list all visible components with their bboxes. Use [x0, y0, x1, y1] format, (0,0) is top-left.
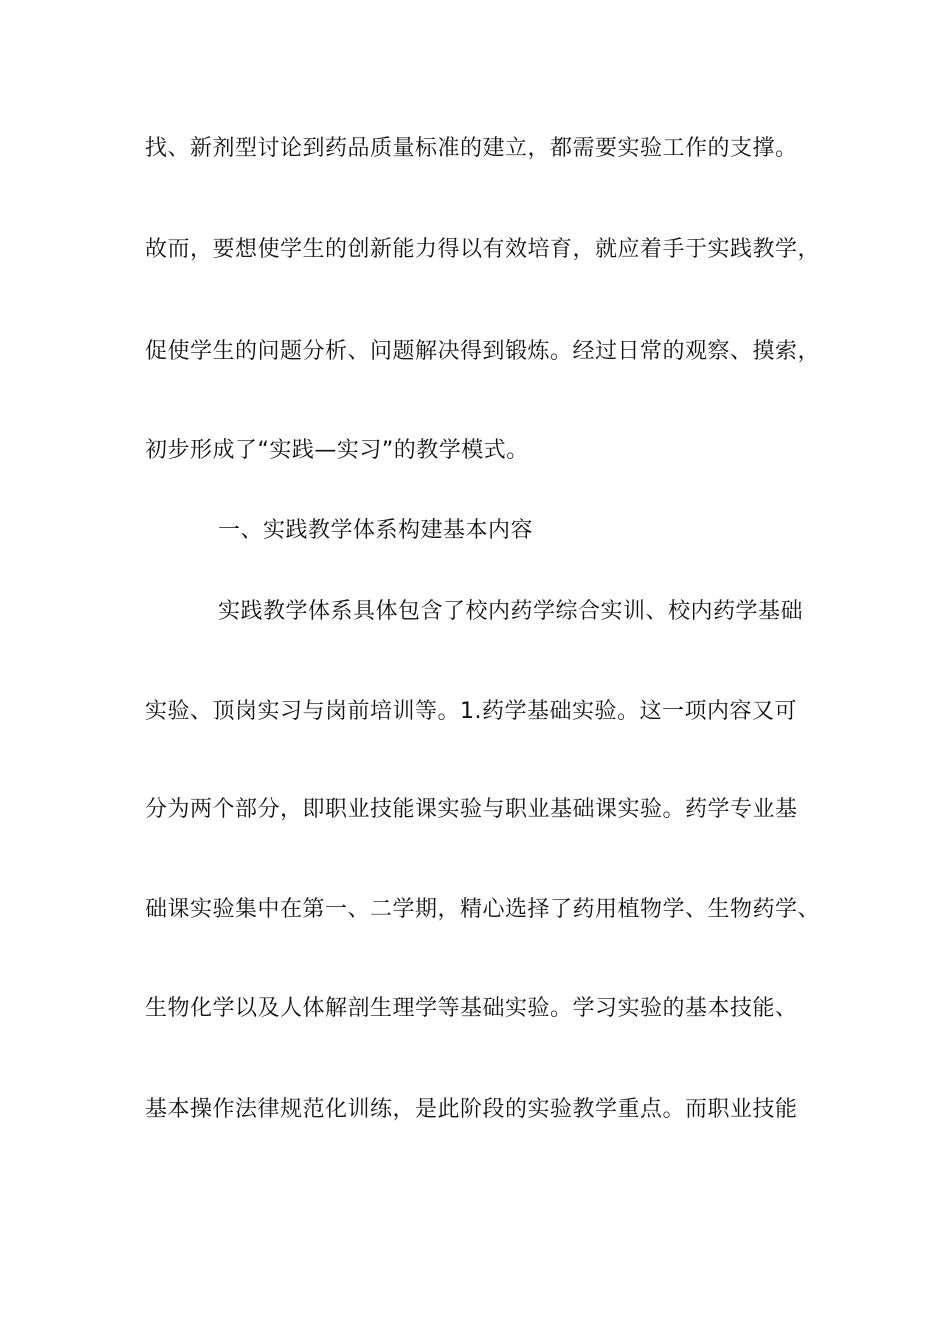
- paragraph-line: 基本操作法律规范化训练，是此阶段的实验教学重点。而职业技能: [145, 1097, 798, 1122]
- paragraph-line: 生物化学以及人体解剖生理学等基础实验。学习实验的基本技能、: [145, 996, 798, 1021]
- paragraph-line: 找、新剂型讨论到药品质量标准的建立，都需要实验工作的支撑。: [145, 136, 798, 161]
- paragraph-line: 促使学生的问题分析、问题解决得到锻炼。经过日常的观察、摸索，: [145, 339, 821, 364]
- paragraph-line: 故而，要想使学生的创新能力得以有效培育，就应着手于实践教学，: [145, 237, 821, 262]
- paragraph-line: 分为两个部分，即职业技能课实验与职业基础课实验。药学专业基: [145, 797, 798, 822]
- paragraph-line: 初步形成了“实践—实习”的教学模式。: [145, 438, 529, 463]
- paragraph-line: 实验、顶岗实习与岗前培训等。1.药学基础实验。这一项内容又可: [145, 699, 797, 724]
- paragraph-line: 础课实验集中在第一、二学期，精心选择了药用植物学、生物药学、: [145, 897, 821, 922]
- section-heading: 一、实践教学体系构建基本内容: [218, 518, 534, 543]
- paragraph-line: 实践教学体系具体包含了校内药学综合实训、校内药学基础: [218, 599, 804, 624]
